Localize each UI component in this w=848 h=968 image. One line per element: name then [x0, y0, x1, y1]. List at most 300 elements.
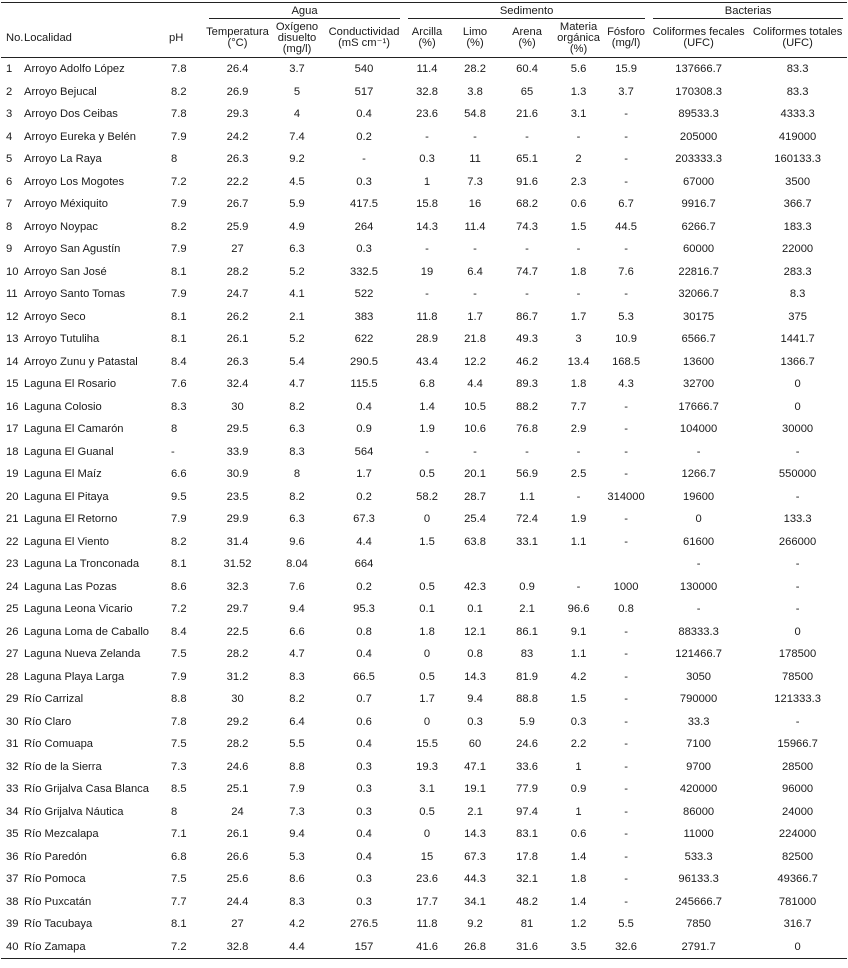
value-cell-totales: 3500	[785, 175, 811, 188]
value-cell-arcilla: 14.3	[416, 220, 438, 233]
value-cell-oxigeno: 9.2	[289, 153, 305, 166]
locality-cell: Laguna La Tronconada	[24, 558, 140, 571]
value-cell-totales: 316.7	[783, 918, 812, 931]
column-header-localidad: Localidad	[24, 31, 72, 44]
value-cell-fecales: 130000	[679, 580, 718, 593]
value-cell-conductividad: 0.3	[356, 760, 372, 773]
locality-cell: Laguna Loma de Caballo	[24, 625, 150, 638]
value-cell-materia: 3.1	[570, 108, 587, 121]
value-cell-temperatura: 26.1	[226, 828, 249, 841]
value-cell-materia: -	[576, 288, 581, 301]
value-cell-arcilla: 0.5	[419, 580, 435, 593]
value-cell-totales: 4333.3	[780, 108, 815, 121]
value-cell-arcilla: 43.4	[416, 355, 438, 368]
value-cell-limo: 9.2	[467, 918, 483, 931]
value-cell-arena: 65	[520, 85, 534, 98]
value-cell-fecales: 104000	[679, 423, 718, 436]
value-cell-fecales: 61600	[683, 535, 715, 548]
value-cell-arcilla: 0	[423, 828, 431, 841]
value-cell-materia: 1	[575, 805, 582, 818]
locality-cell: Río Tacubaya	[24, 918, 93, 931]
value-cell-totales: -	[795, 445, 800, 458]
value-cell-arcilla: 0	[423, 513, 431, 526]
value-cell-temperatura: 24.4	[226, 895, 249, 908]
column-header-line: (UFC)	[782, 37, 813, 49]
value-cell-totales: -	[795, 490, 800, 503]
value-cell-totales: 0	[748, 936, 847, 959]
locality-cell: Arroyo Méxiquito	[24, 198, 108, 211]
value-cell-oxigeno: 8	[293, 468, 301, 481]
value-cell-arena: 21.6	[516, 108, 538, 121]
value-cell-arena: 86.1	[516, 625, 538, 638]
value-cell-fosforo: 1000	[613, 580, 639, 593]
value-cell-fosforo: 7.6	[618, 265, 634, 278]
value-cell-conductividad: 0.3	[356, 895, 372, 908]
value-cell-arcilla: 1.4	[419, 400, 435, 413]
value-cell-oxigeno: 4.2	[289, 918, 305, 931]
value-cell-totales: 22000	[782, 243, 814, 256]
value-cell-ph: 7.8	[171, 715, 187, 728]
value-cell-fecales: 245666.7	[675, 895, 722, 908]
value-cell-temperatura: 29.3	[226, 108, 249, 121]
value-cell-conductividad: 66.5	[353, 670, 375, 683]
value-cell-oxigeno: 4.4	[270, 936, 324, 959]
group-agua: Agua	[205, 3, 404, 20]
value-cell-oxigeno: 7.4	[289, 130, 305, 143]
value-cell-temperatura: 24.7	[226, 288, 249, 301]
value-cell-ph: 7.9	[171, 243, 187, 256]
value-cell-temperatura: 30.9	[226, 468, 249, 481]
table-row	[1, 238, 847, 261]
table-row	[1, 58, 847, 81]
locality-cell: Arroyo Tutuliha	[24, 333, 100, 346]
value-cell-materia: 3.5	[554, 936, 603, 959]
column-header-temperatura	[205, 19, 270, 58]
value-cell-totales: 83.3	[786, 63, 809, 76]
column-header-line: Materia	[559, 20, 598, 33]
value-cell-temperatura: 22.5	[226, 625, 249, 638]
column-header-totales	[748, 19, 847, 58]
locality-cell: Arroyo Noypac	[24, 220, 98, 233]
value-cell-arcilla: 32.8	[416, 85, 438, 98]
row-number: 12	[6, 310, 19, 323]
value-cell-fecales: 19600	[683, 490, 715, 503]
value-cell-conductividad: 0.4	[356, 648, 372, 661]
locality-cell: Laguna Playa Larga	[24, 670, 125, 683]
value-cell-fecales: 9700	[686, 760, 712, 773]
value-cell-ph: 7.9	[171, 130, 187, 143]
value-cell-limo: 10.5	[464, 400, 486, 413]
value-cell-arena: 1.1	[519, 490, 535, 503]
table-row	[1, 801, 847, 824]
value-cell-limo: 14.3	[464, 670, 486, 683]
value-cell-limo: 11	[469, 153, 481, 166]
value-cell-temperatura: 22.2	[226, 175, 249, 188]
locality-cell: Laguna El Maíz	[24, 468, 102, 481]
value-cell-oxigeno: 5	[293, 85, 301, 98]
value-cell-totales: 49366.7	[777, 873, 818, 886]
value-cell-fosforo: -	[624, 108, 628, 121]
value-cell-conductividad: 417.5	[350, 198, 379, 211]
value-cell-arcilla: 0	[423, 715, 431, 728]
locality-cell: Río Claro	[24, 715, 72, 728]
row-number: 31	[6, 738, 19, 751]
value-cell-temperatura: 26.4	[226, 63, 249, 76]
locality-cell: Río Grijalva Casa Blanca	[24, 783, 149, 796]
value-cell-temperatura: 31.2	[226, 670, 249, 683]
value-cell-totales: 160133.3	[774, 153, 821, 166]
value-cell-ph: 7.5	[171, 648, 187, 661]
value-cell-oxigeno: 7.6	[289, 580, 305, 593]
value-cell-materia: -	[576, 243, 581, 256]
value-cell-fecales: 3050	[686, 670, 712, 683]
value-cell-arena: 72.4	[516, 513, 538, 526]
row-number: 19	[6, 468, 19, 481]
value-cell-totales: 781000	[778, 895, 817, 908]
column-header-fecales	[649, 19, 748, 58]
value-cell-totales: 0	[794, 625, 801, 638]
row-number: 8	[6, 220, 13, 233]
row-number: 37	[6, 873, 19, 886]
value-cell-arcilla: 11.4	[416, 63, 438, 76]
value-cell-materia: -	[576, 445, 581, 458]
locality-cell: Arroyo Bejucal	[24, 85, 97, 98]
value-cell-totales: -	[795, 580, 800, 593]
value-cell-arcilla: -	[425, 288, 429, 301]
value-cell-totales: 224000	[778, 828, 817, 841]
value-cell-limo: 2.1	[467, 805, 483, 818]
value-cell-fosforo: 32.6	[603, 936, 649, 959]
value-cell-arcilla: 19.3	[416, 760, 438, 773]
value-cell-arena: 33.1	[516, 535, 538, 548]
value-cell-ph: -	[171, 445, 175, 458]
column-header-conductividad	[324, 19, 404, 58]
value-cell-oxigeno: 5.2	[289, 265, 305, 278]
value-cell-materia: 1	[575, 760, 582, 773]
value-cell-fecales: 205000	[679, 130, 718, 143]
value-cell-fosforo: -	[624, 828, 628, 841]
value-cell-arena: 81	[520, 918, 534, 931]
value-cell-limo: 0.8	[467, 648, 483, 661]
value-cell-limo: -	[473, 130, 477, 143]
value-cell-ph: 8.3	[171, 400, 187, 413]
value-cell-temperatura: 24.6	[226, 760, 249, 773]
value-cell-fosforo: 314000	[607, 490, 645, 503]
value-cell-totales: -	[795, 558, 800, 571]
column-header-line: (°C)	[227, 37, 248, 49]
value-cell-conductividad: 622	[354, 333, 374, 346]
locality-cell: Laguna El Guanal	[24, 445, 114, 458]
row-number: 27	[6, 648, 19, 661]
value-cell-totales: 183.3	[783, 220, 812, 233]
locality-cell: Río Comuapa	[24, 738, 94, 751]
table-row	[1, 553, 847, 576]
value-cell-fosforo: -	[624, 423, 628, 436]
value-cell-arena	[500, 553, 554, 576]
value-cell-oxigeno: 8.6	[289, 873, 305, 886]
value-cell-arena: 97.4	[516, 805, 538, 818]
value-cell-temperatura: 27	[231, 243, 244, 256]
value-cell-temperatura: 25.9	[226, 220, 249, 233]
value-cell-arena: 0.9	[519, 580, 535, 593]
row-number: 4	[6, 130, 13, 143]
value-cell-ph: 7.5	[171, 738, 187, 751]
value-cell-ph: 7.2	[171, 175, 187, 188]
value-cell-ph: 7.1	[171, 828, 187, 841]
value-cell-arena: 68.2	[516, 198, 538, 211]
table-row	[1, 891, 847, 914]
value-cell-arena: 17.8	[516, 850, 538, 863]
value-cell-arcilla: 15	[420, 850, 434, 863]
value-cell-fosforo: -	[624, 400, 628, 413]
row-number: 22	[6, 535, 19, 548]
value-cell-conductividad: 157	[324, 936, 404, 959]
value-cell-arcilla: 15.5	[416, 738, 438, 751]
value-cell-totales: 133.3	[783, 513, 812, 526]
locality-cell: Río Pomoca	[24, 873, 86, 886]
value-cell-temperatura: 29.9	[226, 513, 249, 526]
value-cell-arena: 77.9	[516, 783, 538, 796]
value-cell-fecales: 86000	[683, 805, 715, 818]
table-row	[1, 823, 847, 846]
value-cell-fecales: 170308.3	[675, 85, 722, 98]
row-number: 17	[6, 423, 19, 436]
value-cell-materia: 1.5	[570, 693, 587, 706]
table-row	[1, 598, 847, 621]
value-cell-totales: 8.3	[789, 288, 806, 301]
table-row	[1, 733, 847, 756]
value-cell-ph: 6.6	[171, 468, 187, 481]
value-cell-limo	[450, 553, 500, 576]
value-cell-conductividad: 264	[354, 220, 374, 233]
row-number: 32	[6, 760, 19, 773]
column-header-line: Coliformes totales	[752, 26, 843, 38]
column-header-ph: pH	[169, 31, 184, 44]
value-cell-conductividad: 115.5	[350, 378, 378, 391]
value-cell-conductividad: 0.3	[356, 873, 372, 886]
value-cell-fosforo: 0.8	[618, 603, 634, 616]
value-cell-ph: 8.6	[171, 580, 187, 593]
value-cell-totales: 550000	[778, 468, 817, 481]
column-header-limo	[450, 19, 500, 58]
value-cell-arcilla: 0.5	[419, 805, 435, 818]
value-cell-oxigeno: 9.4	[289, 603, 305, 616]
value-cell-materia: 1.8	[570, 265, 587, 278]
value-cell-fosforo: 6.7	[618, 198, 634, 211]
value-cell-ph: 8.4	[171, 355, 187, 368]
locality-cell: Laguna Nueva Zelanda	[24, 648, 141, 661]
value-cell-temperatura: 31.52	[223, 558, 252, 571]
locality-cell: Río Mezcalapa	[24, 828, 99, 841]
column-header-line: (mg/l)	[611, 37, 641, 49]
value-cell-ph: 7.2	[171, 603, 187, 616]
value-cell-fecales: 89533.3	[678, 108, 719, 121]
value-cell-temperatura: 26.9	[226, 85, 249, 98]
value-cell-ph: 8.2	[171, 535, 187, 548]
value-cell-temperatura: 25.1	[226, 783, 249, 796]
value-cell-temperatura: 29.2	[226, 715, 249, 728]
row-number: 9	[6, 243, 13, 256]
value-cell-conductividad: 0.3	[356, 175, 372, 188]
value-cell-ph: 7.8	[171, 63, 187, 76]
value-cell-materia: 9.1	[570, 625, 587, 638]
table-row	[1, 351, 847, 374]
value-cell-limo: 16	[468, 198, 482, 211]
value-cell-materia: 1.7	[570, 310, 587, 323]
value-cell-materia: -	[576, 130, 581, 143]
value-cell-fosforo: -	[624, 873, 628, 886]
column-header-fosforo	[603, 19, 649, 58]
column-header-line: (mS cm⁻¹)	[338, 37, 390, 49]
value-cell-temperatura: 26.6	[226, 850, 249, 863]
table-row	[1, 441, 847, 464]
locality-cell: Arroyo Dos Ceibas	[24, 108, 118, 121]
table-row	[1, 778, 847, 801]
value-cell-arena: 74.3	[516, 220, 538, 233]
value-cell-fecales: 121466.7	[675, 648, 722, 661]
value-cell-temperatura: 28.2	[226, 265, 249, 278]
value-cell-materia: 4.2	[570, 670, 587, 683]
value-cell-fosforo: 15.9	[615, 63, 637, 76]
value-cell-arcilla: 0.1	[419, 603, 435, 616]
column-header-line: (mg/l)	[282, 42, 312, 55]
row-number: 33	[6, 783, 19, 796]
row-number: 24	[6, 580, 19, 593]
value-cell-arena: 74.7	[516, 265, 538, 278]
value-cell-materia: 2	[575, 153, 582, 166]
column-header-line: Limo	[462, 26, 488, 38]
value-cell-arcilla	[404, 553, 450, 576]
value-cell-materia: 0.3	[570, 715, 587, 728]
value-cell-arena: 65.1	[516, 153, 538, 166]
value-cell-oxigeno: 4	[293, 108, 301, 121]
value-cell-conductividad: 0.3	[356, 783, 372, 796]
value-cell-materia: 1.1	[570, 648, 587, 661]
value-cell-ph: 7.5	[171, 873, 187, 886]
value-cell-arena: 81.9	[516, 670, 538, 683]
value-cell-arcilla: 1.7	[419, 693, 435, 706]
value-cell-limo: -	[473, 445, 477, 458]
value-cell-fecales: 6266.7	[681, 220, 716, 233]
value-cell-ph: 8.2	[171, 220, 187, 233]
value-cell-arena: 31.6	[500, 936, 554, 959]
value-cell-limo: 26.8	[450, 936, 500, 959]
value-cell-conductividad: 332.5	[350, 265, 379, 278]
row-number: 30	[6, 715, 19, 728]
locality-cell: Arroyo Los Mogotes	[24, 175, 125, 188]
value-cell-arcilla: 23.6	[416, 108, 438, 121]
value-cell-conductividad: 290.5	[350, 355, 379, 368]
value-cell-temperatura: 27	[231, 918, 244, 931]
value-cell-limo: 9.4	[467, 693, 483, 706]
value-cell-conductividad: 0.8	[356, 625, 372, 638]
locality-cell: Arroyo Zunu y Patastal	[24, 355, 138, 368]
table-row	[1, 216, 847, 239]
locality-cell: Laguna El Pitaya	[24, 490, 109, 503]
value-cell-limo: 3.8	[467, 85, 483, 98]
locality-cell: Arroyo La Raya	[24, 153, 102, 166]
value-cell-totales: 0	[794, 400, 801, 413]
value-cell-fosforo	[603, 553, 649, 576]
value-cell-materia: 1.9	[570, 513, 587, 526]
table-row	[1, 148, 847, 171]
value-cell-arcilla: 0.5	[419, 468, 435, 481]
table-row	[1, 936, 847, 959]
value-cell-arcilla: 1.9	[419, 423, 435, 436]
value-cell-oxigeno: 6.3	[289, 243, 305, 256]
value-cell-limo: 54.8	[464, 108, 486, 121]
table-row	[1, 103, 847, 126]
row-number: 18	[6, 445, 19, 458]
row-number: 1	[6, 63, 13, 76]
value-cell-temperatura: 29.5	[226, 423, 249, 436]
value-cell-ph: 8.8	[171, 693, 187, 706]
value-cell-fecales: 0	[695, 513, 702, 526]
row-number: 40	[1, 936, 24, 959]
value-cell-fecales: 137666.7	[675, 63, 722, 76]
locality-cell: Río Grijalva Náutica	[24, 805, 124, 818]
value-cell-totales: 366.7	[783, 198, 812, 211]
value-cell-ph: 8.1	[171, 310, 187, 323]
column-header-arena	[500, 19, 554, 58]
value-cell-oxigeno: 4.7	[289, 378, 305, 391]
table-row	[1, 666, 847, 689]
value-cell-conductividad: 0.6	[356, 715, 372, 728]
value-cell-fecales: 30175	[683, 310, 715, 323]
value-cell-ph: 7.7	[171, 895, 187, 908]
value-cell-limo: 63.8	[464, 535, 486, 548]
column-header-oxigeno	[270, 19, 324, 58]
column-header-line: (UFC)	[683, 37, 714, 49]
value-cell-conductividad: 0.9	[356, 423, 372, 436]
value-cell-temperatura: 32.8	[205, 936, 270, 959]
value-cell-totales: 266000	[778, 535, 817, 548]
value-cell-temperatura: 31.4	[226, 535, 249, 548]
value-cell-materia: 0.9	[570, 783, 587, 796]
table-row	[1, 463, 847, 486]
value-cell-fecales: 13600	[683, 355, 715, 368]
table-row	[1, 621, 847, 644]
row-number: 6	[6, 175, 13, 188]
value-cell-totales: -	[795, 715, 800, 728]
value-cell-totales: -	[795, 603, 800, 616]
value-cell-limo: 20.1	[464, 468, 486, 481]
value-cell-arena: 89.3	[516, 378, 538, 391]
value-cell-conductividad: 276.5	[350, 918, 379, 931]
value-cell-conductividad: 0.4	[356, 108, 372, 121]
value-cell-conductividad: 0.4	[356, 738, 372, 751]
value-cell-oxigeno: 6.4	[289, 715, 305, 728]
table-row	[1, 306, 847, 329]
row-number: 2	[6, 85, 13, 98]
column-header-materia	[554, 19, 603, 58]
locality-cell: Arroyo Eureka y Belén	[24, 130, 136, 143]
column-header-line: Oxígeno	[275, 20, 319, 33]
value-cell-limo: 12.2	[464, 355, 486, 368]
value-cell-fosforo: -	[624, 445, 628, 458]
value-cell-limo: 7.3	[467, 175, 483, 188]
value-cell-fosforo: -	[624, 738, 628, 751]
table-row	[1, 81, 847, 104]
value-cell-arcilla: 19	[420, 265, 434, 278]
value-cell-fosforo: 10.9	[615, 333, 637, 346]
row-number: 39	[6, 918, 19, 931]
value-cell-materia: 13.4	[567, 355, 590, 368]
value-cell-fecales: 2791.7	[649, 936, 748, 959]
value-cell-fecales: 17666.7	[678, 400, 719, 413]
value-cell-fecales: 32700	[683, 378, 715, 391]
value-cell-materia: 2.2	[570, 738, 587, 751]
